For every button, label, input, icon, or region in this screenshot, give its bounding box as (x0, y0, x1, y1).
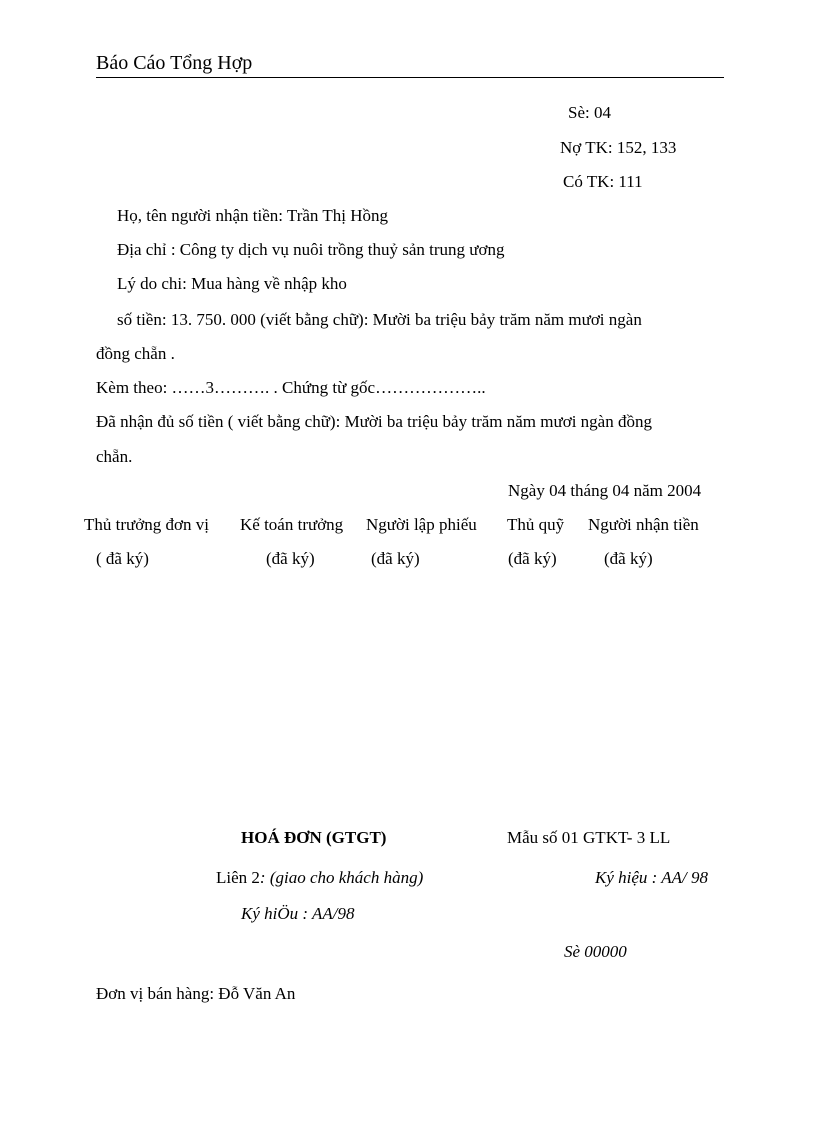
seller-name: Đơn vị bán hàng: Đỗ Văn An (96, 984, 296, 1003)
invoice-copy-note: : (giao cho khách hàng) (259, 868, 424, 887)
signature-title-preparer: Người lập phiếu (366, 515, 477, 534)
amount-line-1: số tiền: 13. 750. 000 (viết bằng chữ): Mười ba triệu bảy trăm năm mươi ngàn (117, 310, 642, 329)
signature-status-recipient: (đã ký) (604, 549, 653, 568)
attached-documents: Kèm theo: ……3………. . Chứng từ gốc……………….. (96, 378, 486, 397)
signature-status-preparer: (đã ký) (371, 549, 420, 568)
voucher-date: Ngày 04 tháng 04 năm 2004 (508, 481, 702, 500)
invoice-number: Sè 00000 (564, 942, 627, 961)
signature-title-recipient: Người nhận tiền (588, 515, 699, 534)
signature-status-cashier: (đã ký) (508, 549, 557, 568)
invoice-symbol-right: Ký hiệu : AA/ 98 (595, 868, 708, 887)
invoice-copy (216, 868, 423, 888)
recipient-name: Họ, tên người nhận tiền: Trần Thị Hồng (117, 206, 388, 225)
amount-line-2: đồng chẵn . (96, 344, 175, 363)
signature-status-director: ( đã ký) (96, 549, 149, 568)
voucher-number: Sè: 04 (568, 103, 611, 122)
invoice-form-number: Mẫu số 01 GTKT- 3 LL (507, 828, 671, 847)
invoice-copy-label: Liên 2 (216, 868, 260, 887)
received-line-2: chẵn. (96, 447, 133, 466)
invoice-title: HOÁ ĐƠN (GTGT) (241, 828, 387, 847)
recipient-address: Địa chỉ : Công ty dịch vụ nuôi trồng thuỷ sản trung ương (117, 240, 505, 259)
received-line-1: Đã nhận đủ số tiền ( viết bằng chữ): Mười ba triệu bảy trăm năm mươi ngàn đồng (96, 412, 652, 431)
signature-title-director: Thủ trưởng đơn vị (84, 515, 209, 534)
header-divider (96, 77, 724, 78)
credit-account: Có TK: 111 (563, 172, 643, 191)
payment-reason: Lý do chi: Mua hàng về nhập kho (117, 274, 347, 293)
page-header-title: Báo Cáo Tổng Hợp (96, 52, 253, 74)
signature-title-chief-accountant: Kế toán trưởng (240, 515, 344, 534)
signature-status-chief-accountant: (đã ký) (266, 549, 315, 568)
debit-account: Nợ TK: 152, 133 (560, 138, 677, 157)
invoice-symbol-left: Ký hiÖu : AA/98 (241, 904, 355, 923)
signature-title-cashier: Thủ quỹ (507, 515, 565, 534)
